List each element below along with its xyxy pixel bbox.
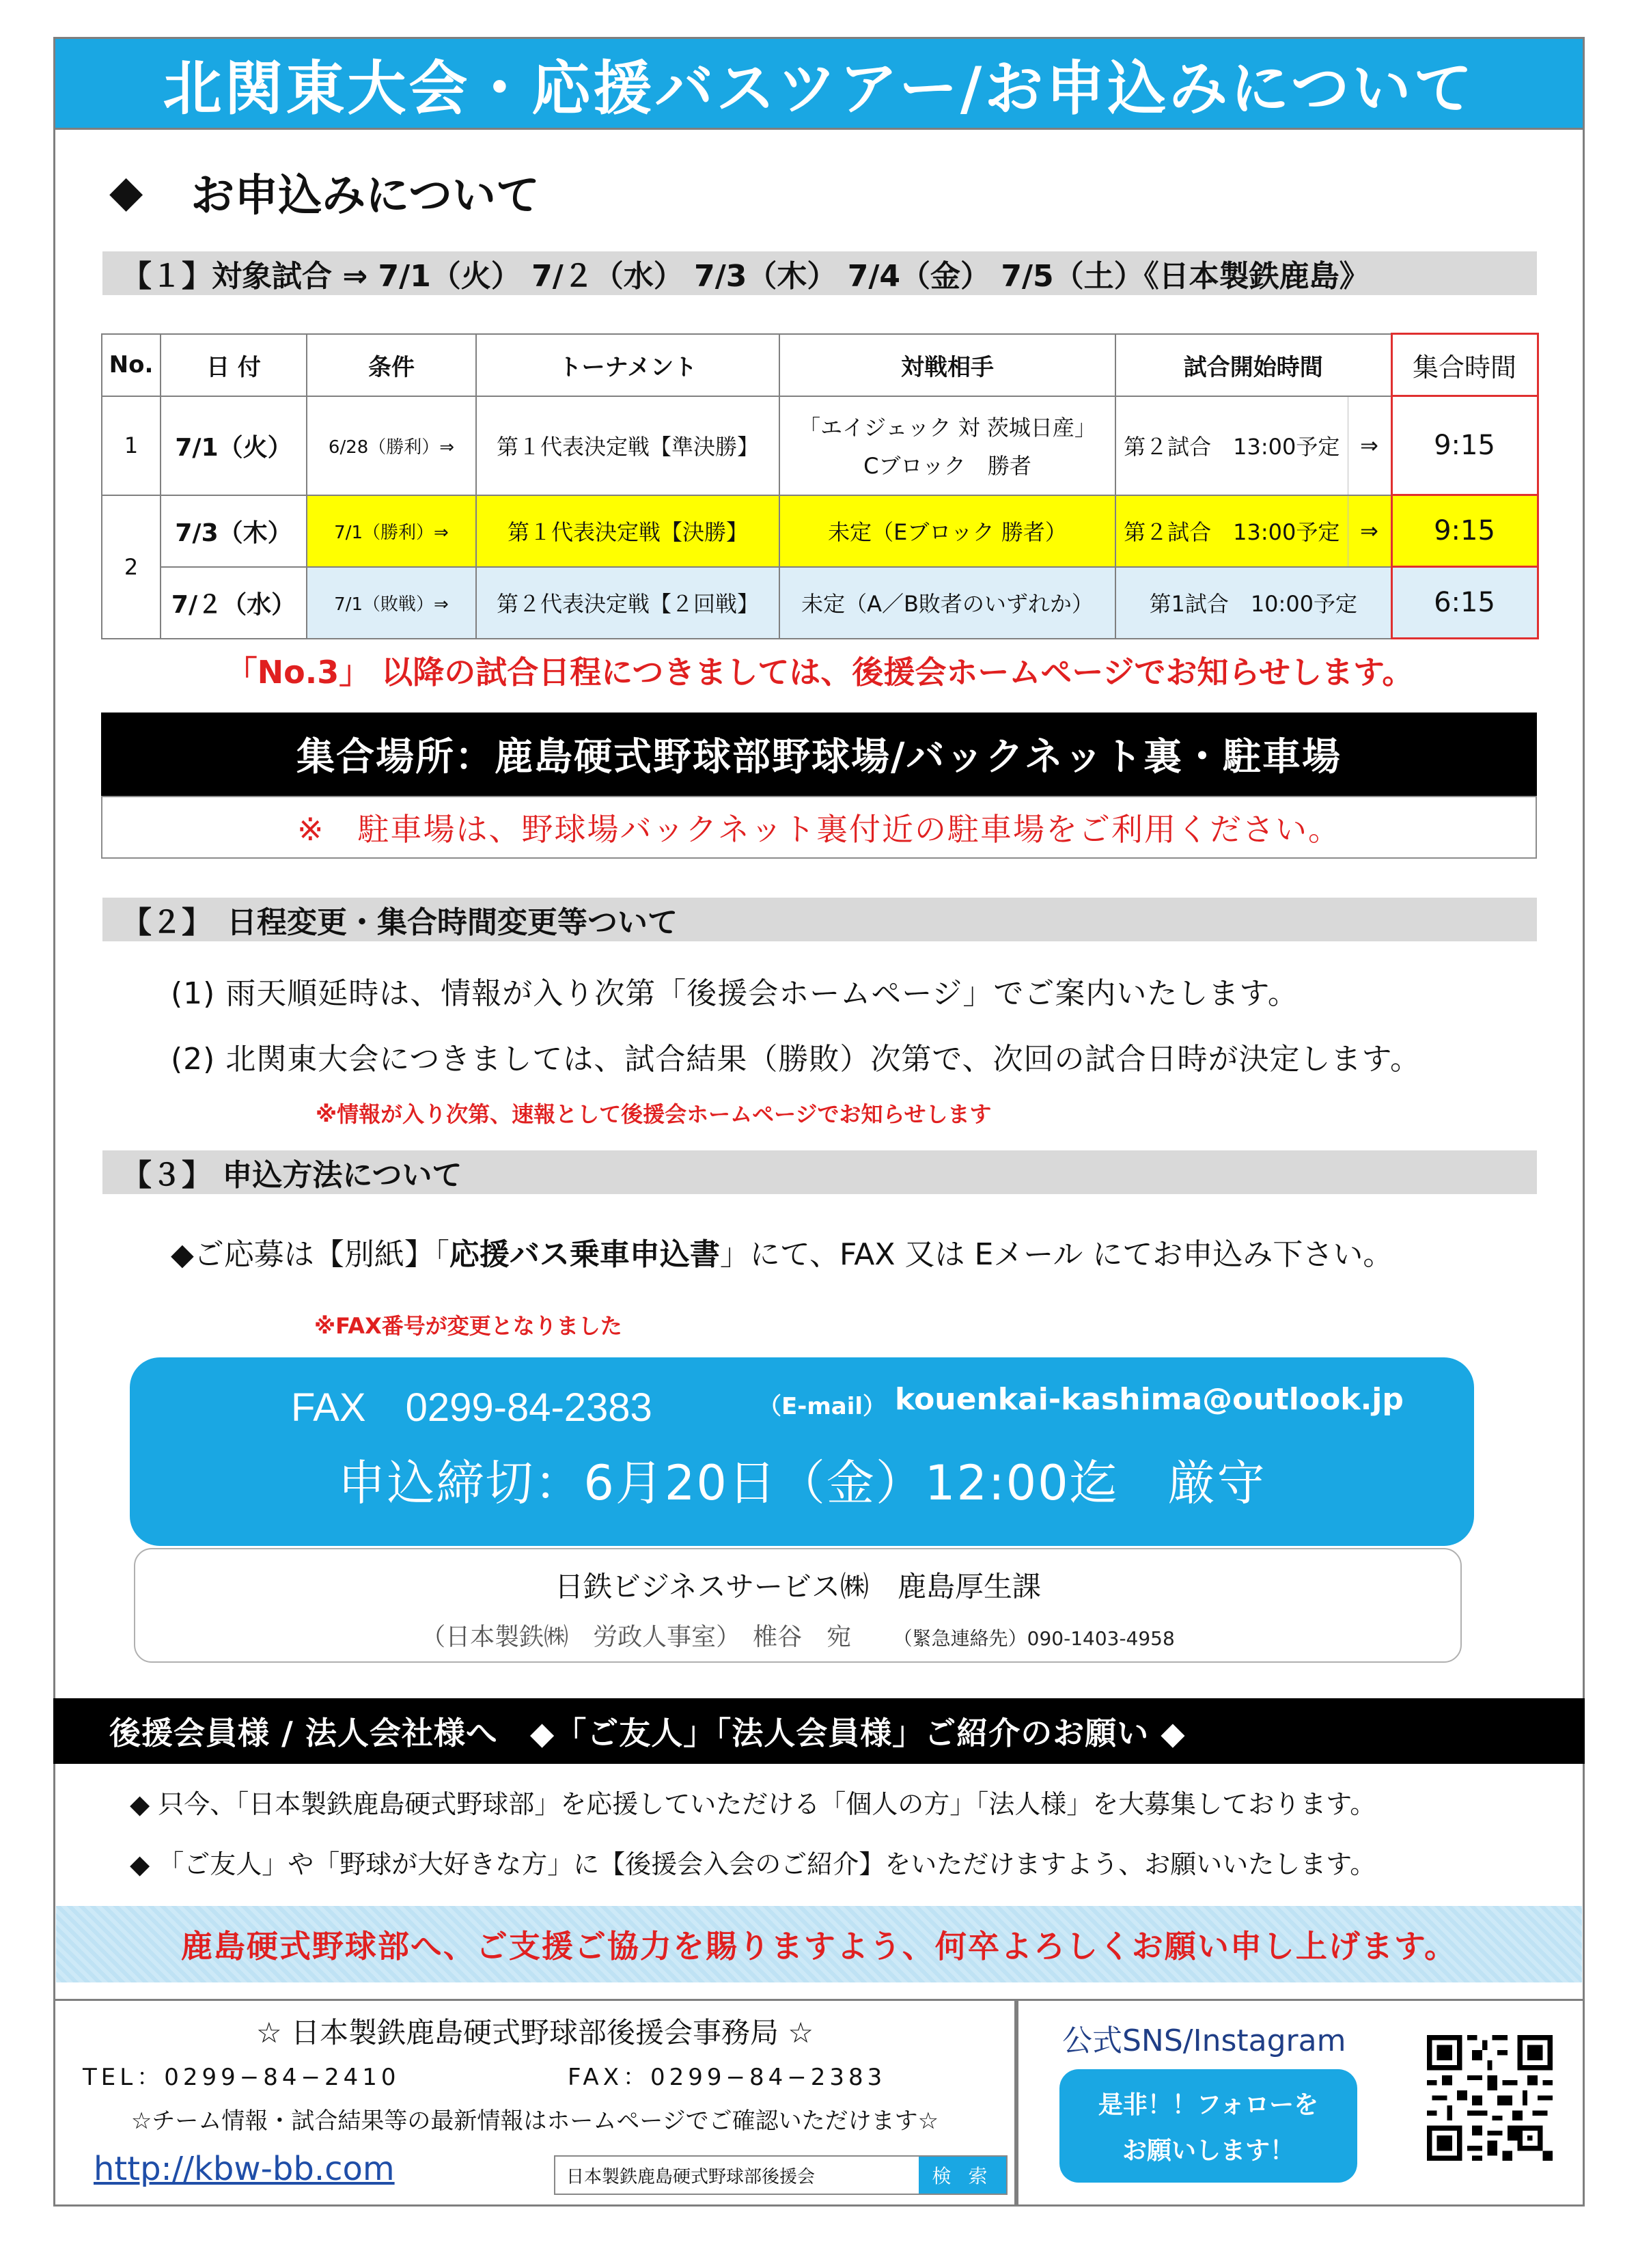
parking-note: ※ 駐車場は、野球場バックネット裏付近の駐車場をご利用ください。 bbox=[101, 796, 1537, 859]
follow-button[interactable] bbox=[1059, 2069, 1357, 2183]
cell-date: 7/1（火） bbox=[161, 396, 307, 495]
cell-date: 7/２（水） bbox=[161, 567, 307, 639]
cell-tournament: 第１代表決定戦【準決勝】 bbox=[476, 396, 779, 495]
col-opponent: 対戦相手 bbox=[779, 334, 1115, 396]
follow-line-2: お願いします！ bbox=[1122, 2137, 1294, 2165]
apply-text-post: 」にて、FAX 又は Eメール にてお申込み下さい。 bbox=[719, 1237, 1393, 1272]
cell-meet: 6:15 bbox=[1391, 567, 1538, 639]
cell-opponent: 未定（Eブロック 勝者） bbox=[779, 495, 1115, 567]
footer-sns bbox=[1016, 1999, 1585, 2207]
cell-meet: 9:15 bbox=[1391, 396, 1538, 495]
deadline: 申込締切：6月20日（金）12:00迄 厳守 bbox=[337, 1455, 1266, 1511]
support-bar: 後援会員様 / 法人会社様へ ◆「ご友人」「法人会員様」ご紹介のお願い ◆ bbox=[53, 1698, 1585, 1764]
diamond-bullet-icon: ◆ bbox=[109, 167, 143, 217]
contact-line-1: 日鉄ビジネスサービス㈱ 鹿島厚生課 bbox=[555, 1570, 1041, 1603]
cell-arrow: ⇒ bbox=[1348, 495, 1391, 567]
cell-condition: 6/28（勝利）⇒ bbox=[307, 396, 476, 495]
no3-notice: 「No.3」 以降の試合日程につきましては、後援会ホームページでお知らせします。 bbox=[225, 654, 1414, 691]
fax-number: FAX 0299-84-2383 bbox=[291, 1385, 652, 1430]
email-address[interactable]: kouenkai-kashima@outlook.jp bbox=[895, 1382, 1404, 1417]
cell-tournament: 第２代表決定戦【２回戦】 bbox=[476, 567, 779, 639]
col-no: No. bbox=[102, 334, 161, 396]
apply-text-pre: ◆ご応募は【別紙】「 bbox=[171, 1237, 449, 1272]
col-start: 試合開始時間 bbox=[1115, 334, 1391, 396]
cell-date: 7/3（木） bbox=[161, 495, 307, 567]
apply-form-name: 応援バス乗車申込書 bbox=[449, 1237, 720, 1272]
meeting-place-bar: 集合場所：鹿島硬式野球部野球場/バックネット裏・駐車場 bbox=[101, 713, 1537, 796]
opponent-line-2: Cブロック 勝者 bbox=[863, 453, 1031, 479]
search-input[interactable]: 日本製鉄鹿島硬式野球部後援会 bbox=[566, 2166, 816, 2187]
col-date: 日 付 bbox=[161, 334, 307, 396]
cell-start: 第1試合 10:00予定 bbox=[1115, 567, 1391, 639]
search-box bbox=[554, 2155, 1008, 2195]
emergency-contact: （緊急連絡先）090-1403-4958 bbox=[893, 1627, 1175, 1650]
fax-change-note: ※FAX番号が変更となりました bbox=[314, 1313, 622, 1339]
table-header-row bbox=[102, 334, 1538, 396]
cell-condition: 7/1（敗戦）⇒ bbox=[307, 567, 476, 639]
contact-box bbox=[134, 1548, 1462, 1663]
apply-line bbox=[171, 1230, 1393, 1273]
section-heading bbox=[109, 161, 540, 223]
s2-note: ※情報が入り次第、速報として後援会ホームページでお知らせします bbox=[316, 1101, 992, 1127]
office-name: ☆ 日本製鉄鹿島硬式野球部後援会事務局 ☆ bbox=[255, 2016, 814, 2049]
email-label: （E-mail） bbox=[758, 1393, 887, 1420]
search-button[interactable]: 検 索 bbox=[919, 2157, 1006, 2194]
support-line-2: ◆ 「ご友人」や「野球が大好きな方」に【後援会入会のご紹介】をいただけますよう、お願いいたします。 bbox=[130, 1849, 1376, 1879]
closing-message: 鹿島硬式野球部へ、ご支援ご協力を賜りますよう、何卒よろしくお願い申し上げます。 bbox=[56, 1906, 1582, 1982]
s2-line-1: (1) 雨天順延時は、情報が入り次第「後援会ホームページ」でご案内いたします。 bbox=[171, 976, 1299, 1011]
cell-start: 第２試合 13:00予定 bbox=[1115, 396, 1348, 495]
table-row bbox=[102, 396, 1538, 495]
cell-arrow: ⇒ bbox=[1348, 396, 1391, 495]
cell-opponent: 未定（A／B敗者のいずれか） bbox=[779, 567, 1115, 639]
section-1-label: 【１】対象試合 ⇒ 7/1（火） 7/２（水） 7/3（木） 7/4（金） 7/5（土）《日本製鉄鹿島》 bbox=[102, 251, 1537, 295]
cell-start: 第２試合 13:00予定 bbox=[1115, 495, 1348, 567]
table-row bbox=[102, 567, 1538, 639]
office-tel: TEL：0299−84−2410 bbox=[83, 2064, 400, 2091]
footer-office bbox=[53, 1999, 1016, 2207]
col-meet: 集合時間 bbox=[1391, 334, 1538, 396]
opponent-line-1: 「エイジェック 対 茨城日産」 bbox=[799, 415, 1096, 441]
schedule-table bbox=[101, 333, 1539, 639]
section-3-label: 【３】 申込方法について bbox=[102, 1150, 1537, 1194]
fax-box bbox=[130, 1357, 1474, 1546]
contact-line-2 bbox=[135, 1618, 1460, 1652]
cell-tournament: 第１代表決定戦【決勝】 bbox=[476, 495, 779, 567]
s2-line-2: (2) 北関東大会につきましては、試合結果（勝敗）次第で、次回の試合日時が決定します。 bbox=[171, 1042, 1421, 1077]
col-condition: 条件 bbox=[307, 334, 476, 396]
office-fax: FAX：0299−84−2383 bbox=[568, 2064, 887, 2091]
homepage-link[interactable]: http://kbw-bb.com bbox=[94, 2150, 395, 2188]
col-tournament: トーナメント bbox=[476, 334, 779, 396]
cell-no: 1 bbox=[102, 396, 161, 495]
follow-line-1: 是非！！フォローを bbox=[1098, 2091, 1319, 2119]
contact-person: （日本製鉄㈱ 労政人事室） 椎谷 宛 bbox=[421, 1623, 852, 1651]
section-2-label: 【２】 日程変更・集合時間変更等ついて bbox=[102, 898, 1537, 941]
sns-label: 公式SNS/Instagram bbox=[1062, 2023, 1346, 2058]
cell-condition: 7/1（勝利）⇒ bbox=[307, 495, 476, 567]
cell-meet: 9:15 bbox=[1391, 495, 1538, 567]
table-row bbox=[102, 495, 1538, 567]
qr-code-icon[interactable] bbox=[1427, 2035, 1553, 2161]
homepage-note: ☆チーム情報・試合結果等の最新情報はホームページでご確認いただけます☆ bbox=[130, 2107, 939, 2135]
support-line-1: ◆ 只今、「日本製鉄鹿島硬式野球部」を応援していただける「個人の方」「法人様」を大募集しております。 bbox=[130, 1789, 1376, 1819]
section-heading-text: お申込みについて bbox=[191, 171, 540, 221]
cell-opponent bbox=[779, 396, 1115, 495]
page-title: 北関東大会・応援バスツアー/お申込みについて bbox=[53, 37, 1585, 130]
cell-no: 2 bbox=[102, 495, 161, 639]
